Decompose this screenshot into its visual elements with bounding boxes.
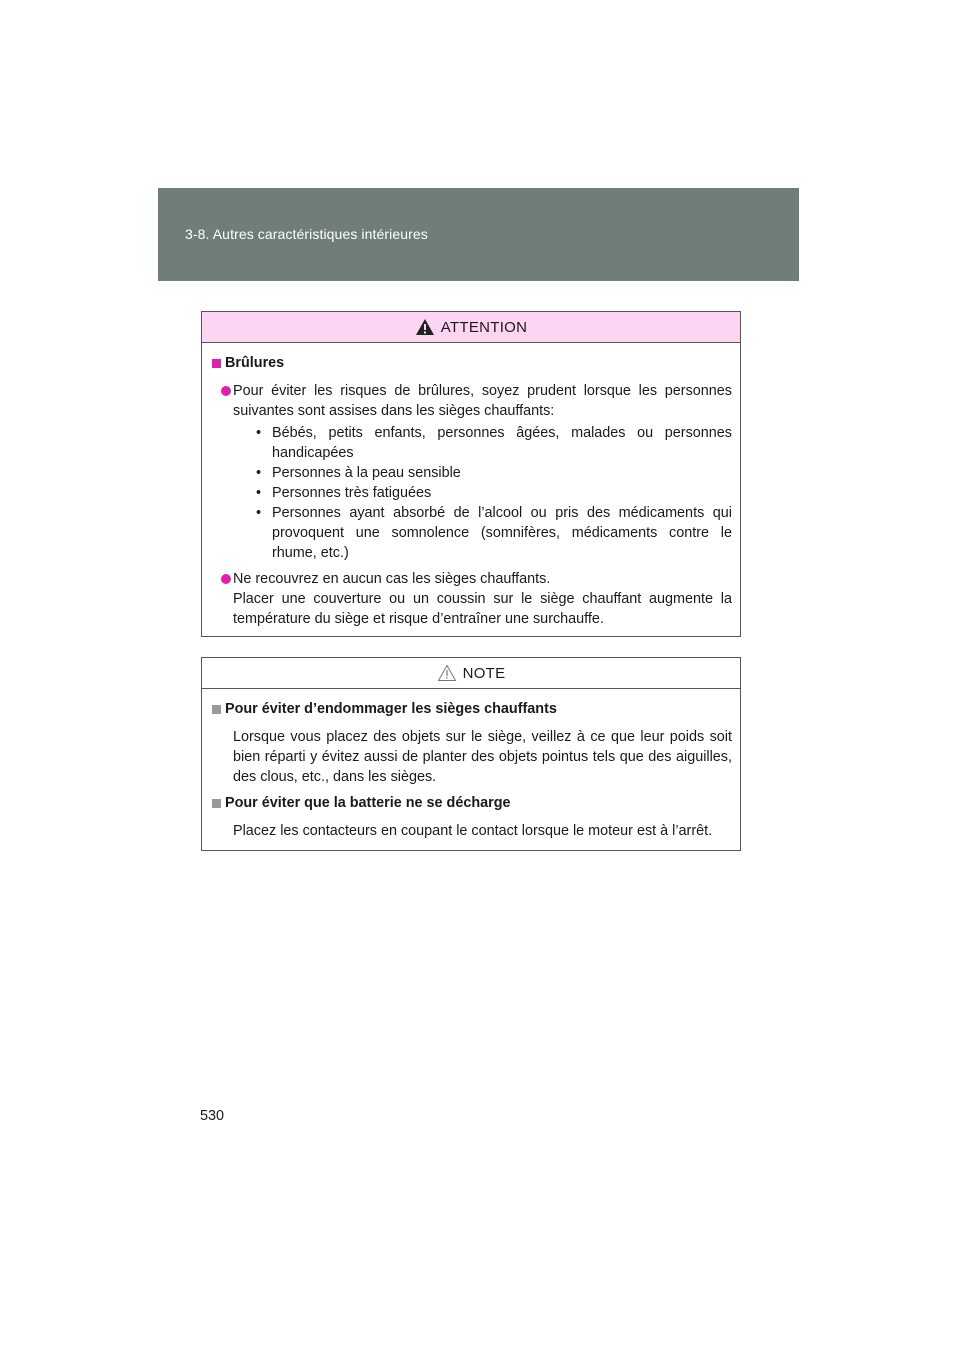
note-section-1-title-text: Pour éviter d’endommager les sièges chauffants (225, 701, 557, 717)
attention-title: ATTENTION (440, 318, 528, 336)
note-section-2-text: Placez les contacteurs en coupant le contact lorsque le moteur est à l’arrêt. (233, 823, 713, 839)
note-box (201, 657, 741, 851)
attention-bullet-1-text: Pour éviter les risques de brûlures, soyez prudent lorsque les personnes suivantes sont assises dans les sièges chauffants: (233, 383, 732, 419)
note-section-1-text: Lorsque vous placez des objets sur le siège, veillez à ce que leur poids soit bien réparti y évitez aussi de planter des objets pointus tels que des aiguilles, des clous, etc., dans les sièges. (233, 729, 732, 785)
attention-sub-list (233, 423, 732, 563)
warning-outline-icon (437, 664, 457, 682)
list-item-text: Personnes ayant absorbé de l’alcool ou pris des médicaments qui provoquent une somnolence (somnifères, médicaments contre le rhume, etc.) (272, 505, 732, 561)
dot-mark-icon: • (256, 485, 262, 501)
dot-mark-icon: • (256, 465, 262, 481)
round-bullet-icon (221, 386, 231, 396)
list-item (256, 423, 732, 463)
page-number: 530 (200, 1108, 225, 1124)
warning-filled-icon (415, 318, 435, 336)
section-title: 3-8. Autres caractéristiques intérieures (185, 226, 428, 242)
list-item (256, 463, 732, 483)
note-header (202, 658, 740, 689)
list-item-text: Bébés, petits enfants, personnes âgées, malades ou personnes handicapées (272, 425, 732, 461)
list-item (256, 503, 732, 563)
attention-section-title (212, 353, 732, 373)
attention-section-title-text: Brûlures (225, 355, 285, 371)
attention-bullet-2-line-2: Placer une couverture ou un coussin sur le siège chauffant augmente la température du siège et risque d’entraîner une surchauffe. (233, 591, 732, 627)
note-section-2-title-text: Pour éviter que la batterie ne se décharge (225, 795, 511, 811)
chapter-header-band (158, 188, 799, 281)
square-bullet-icon (212, 359, 221, 368)
attention-box (201, 311, 741, 637)
attention-bullet-2-line-1: Ne recouvrez en aucun cas les sièges chauffants. (233, 571, 551, 587)
attention-header (202, 312, 740, 343)
list-item-text: Personnes à la peau sensible (272, 465, 461, 481)
attention-bullet-2 (212, 569, 732, 629)
attention-bullet-1 (212, 381, 732, 563)
note-section-1-title (212, 699, 732, 719)
square-bullet-icon (212, 799, 221, 808)
dot-mark-icon: • (256, 505, 262, 521)
list-item-text: Personnes très fatiguées (272, 485, 432, 501)
list-item (256, 483, 732, 503)
attention-body (202, 343, 740, 629)
dot-mark-icon: • (256, 425, 262, 441)
note-section-2-title (212, 793, 732, 813)
note-title: NOTE (462, 664, 506, 682)
note-body (202, 689, 740, 841)
square-bullet-icon (212, 705, 221, 714)
round-bullet-icon (221, 574, 231, 584)
